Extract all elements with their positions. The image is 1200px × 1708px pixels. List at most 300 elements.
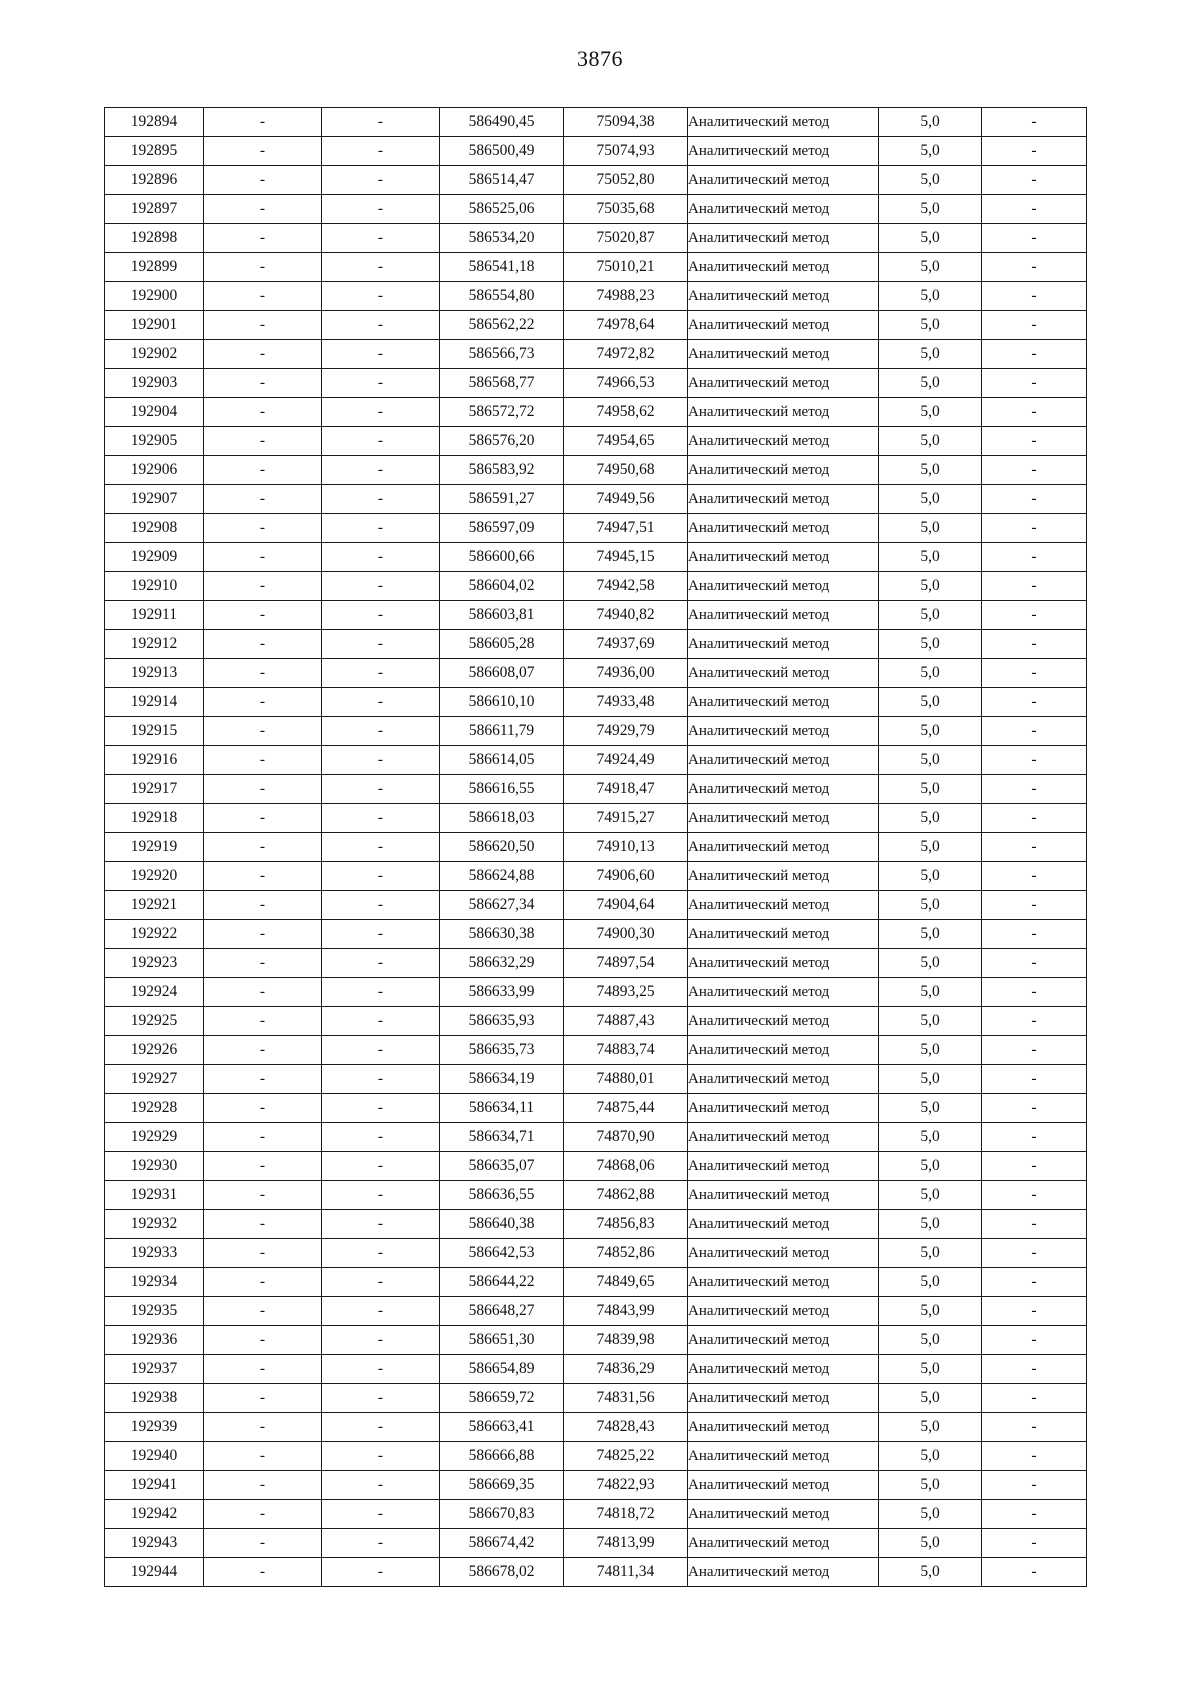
x-coordinate-cell: 586600,66 <box>440 543 564 572</box>
accuracy-cell: 5,0 <box>879 108 982 137</box>
table-row <box>105 1471 1087 1500</box>
empty-cell: - <box>982 1529 1087 1558</box>
point-number-cell: 192901 <box>105 311 204 340</box>
method-cell: Аналитический метод <box>688 920 879 949</box>
y-coordinate-cell: 74937,69 <box>564 630 688 659</box>
point-number-cell: 192942 <box>105 1500 204 1529</box>
empty-cell: - <box>982 1326 1087 1355</box>
point-number-cell: 192929 <box>105 1123 204 1152</box>
empty-cell: - <box>982 253 1087 282</box>
empty-cell: - <box>204 1268 322 1297</box>
x-coordinate-cell: 586620,50 <box>440 833 564 862</box>
x-coordinate-cell: 586605,28 <box>440 630 564 659</box>
accuracy-cell: 5,0 <box>879 1500 982 1529</box>
point-number-cell: 192936 <box>105 1326 204 1355</box>
table-row <box>105 1384 1087 1413</box>
empty-cell: - <box>322 1123 440 1152</box>
empty-cell: - <box>204 1181 322 1210</box>
accuracy-cell: 5,0 <box>879 1007 982 1036</box>
empty-cell: - <box>322 543 440 572</box>
empty-cell: - <box>204 920 322 949</box>
point-number-cell: 192896 <box>105 166 204 195</box>
accuracy-cell: 5,0 <box>879 1123 982 1152</box>
empty-cell: - <box>204 746 322 775</box>
empty-cell: - <box>982 1123 1087 1152</box>
method-cell: Аналитический метод <box>688 1326 879 1355</box>
point-number-cell: 192902 <box>105 340 204 369</box>
x-coordinate-cell: 586608,07 <box>440 659 564 688</box>
table-row <box>105 282 1087 311</box>
empty-cell: - <box>204 775 322 804</box>
table-row <box>105 1152 1087 1181</box>
x-coordinate-cell: 586644,22 <box>440 1268 564 1297</box>
empty-cell: - <box>204 1297 322 1326</box>
empty-cell: - <box>982 949 1087 978</box>
x-coordinate-cell: 586604,02 <box>440 572 564 601</box>
empty-cell: - <box>204 804 322 833</box>
method-cell: Аналитический метод <box>688 1181 879 1210</box>
table-row <box>105 427 1087 456</box>
method-cell: Аналитический метод <box>688 1355 879 1384</box>
empty-cell: - <box>322 1239 440 1268</box>
empty-cell: - <box>204 543 322 572</box>
empty-cell: - <box>204 1500 322 1529</box>
empty-cell: - <box>322 195 440 224</box>
empty-cell: - <box>982 1384 1087 1413</box>
empty-cell: - <box>322 1413 440 1442</box>
point-number-cell: 192933 <box>105 1239 204 1268</box>
point-number-cell: 192931 <box>105 1181 204 1210</box>
method-cell: Аналитический метод <box>688 253 879 282</box>
empty-cell: - <box>322 485 440 514</box>
y-coordinate-cell: 74954,65 <box>564 427 688 456</box>
empty-cell: - <box>322 398 440 427</box>
point-number-cell: 192911 <box>105 601 204 630</box>
empty-cell: - <box>204 659 322 688</box>
table-row <box>105 1442 1087 1471</box>
method-cell: Аналитический метод <box>688 1558 879 1587</box>
empty-cell: - <box>982 282 1087 311</box>
empty-cell: - <box>322 1355 440 1384</box>
x-coordinate-cell: 586630,38 <box>440 920 564 949</box>
accuracy-cell: 5,0 <box>879 340 982 369</box>
x-coordinate-cell: 586634,71 <box>440 1123 564 1152</box>
table-row <box>105 340 1087 369</box>
method-cell: Аналитический метод <box>688 1529 879 1558</box>
x-coordinate-cell: 586562,22 <box>440 311 564 340</box>
empty-cell: - <box>322 1094 440 1123</box>
x-coordinate-cell: 586642,53 <box>440 1239 564 1268</box>
empty-cell: - <box>982 485 1087 514</box>
method-cell: Аналитический метод <box>688 949 879 978</box>
empty-cell: - <box>322 514 440 543</box>
empty-cell: - <box>322 427 440 456</box>
y-coordinate-cell: 74950,68 <box>564 456 688 485</box>
accuracy-cell: 5,0 <box>879 1355 982 1384</box>
empty-cell: - <box>982 398 1087 427</box>
method-cell: Аналитический метод <box>688 543 879 572</box>
accuracy-cell: 5,0 <box>879 746 982 775</box>
table-row <box>105 717 1087 746</box>
table-row <box>105 108 1087 137</box>
point-number-cell: 192908 <box>105 514 204 543</box>
method-cell: Аналитический метод <box>688 891 879 920</box>
y-coordinate-cell: 74852,86 <box>564 1239 688 1268</box>
x-coordinate-cell: 586635,07 <box>440 1152 564 1181</box>
point-number-cell: 192921 <box>105 891 204 920</box>
empty-cell: - <box>322 1007 440 1036</box>
x-coordinate-cell: 586674,42 <box>440 1529 564 1558</box>
empty-cell: - <box>982 572 1087 601</box>
empty-cell: - <box>982 978 1087 1007</box>
y-coordinate-cell: 74887,43 <box>564 1007 688 1036</box>
table-row <box>105 630 1087 659</box>
empty-cell: - <box>204 1355 322 1384</box>
y-coordinate-cell: 74870,90 <box>564 1123 688 1152</box>
accuracy-cell: 5,0 <box>879 862 982 891</box>
y-coordinate-cell: 75094,38 <box>564 108 688 137</box>
method-cell: Аналитический метод <box>688 224 879 253</box>
x-coordinate-cell: 586624,88 <box>440 862 564 891</box>
point-number-cell: 192907 <box>105 485 204 514</box>
accuracy-cell: 5,0 <box>879 166 982 195</box>
point-number-cell: 192904 <box>105 398 204 427</box>
table-row <box>105 891 1087 920</box>
empty-cell: - <box>322 833 440 862</box>
empty-cell: - <box>204 340 322 369</box>
empty-cell: - <box>982 543 1087 572</box>
empty-cell: - <box>982 1500 1087 1529</box>
y-coordinate-cell: 75010,21 <box>564 253 688 282</box>
table-row <box>105 601 1087 630</box>
x-coordinate-cell: 586614,05 <box>440 746 564 775</box>
accuracy-cell: 5,0 <box>879 398 982 427</box>
x-coordinate-cell: 586669,35 <box>440 1471 564 1500</box>
point-number-cell: 192930 <box>105 1152 204 1181</box>
y-coordinate-cell: 74883,74 <box>564 1036 688 1065</box>
y-coordinate-cell: 74862,88 <box>564 1181 688 1210</box>
empty-cell: - <box>204 630 322 659</box>
accuracy-cell: 5,0 <box>879 688 982 717</box>
y-coordinate-cell: 74904,64 <box>564 891 688 920</box>
empty-cell: - <box>322 746 440 775</box>
empty-cell: - <box>204 1239 322 1268</box>
empty-cell: - <box>982 166 1087 195</box>
accuracy-cell: 5,0 <box>879 514 982 543</box>
empty-cell: - <box>982 1413 1087 1442</box>
x-coordinate-cell: 586576,20 <box>440 427 564 456</box>
accuracy-cell: 5,0 <box>879 427 982 456</box>
empty-cell: - <box>982 1558 1087 1587</box>
empty-cell: - <box>982 369 1087 398</box>
empty-cell: - <box>204 108 322 137</box>
x-coordinate-cell: 586654,89 <box>440 1355 564 1384</box>
table-row <box>105 1529 1087 1558</box>
x-coordinate-cell: 586568,77 <box>440 369 564 398</box>
empty-cell: - <box>204 1413 322 1442</box>
empty-cell: - <box>204 1529 322 1558</box>
empty-cell: - <box>204 1152 322 1181</box>
point-number-cell: 192943 <box>105 1529 204 1558</box>
x-coordinate-cell: 586534,20 <box>440 224 564 253</box>
method-cell: Аналитический метод <box>688 862 879 891</box>
empty-cell: - <box>982 137 1087 166</box>
empty-cell: - <box>982 746 1087 775</box>
y-coordinate-cell: 74843,99 <box>564 1297 688 1326</box>
point-number-cell: 192927 <box>105 1065 204 1094</box>
table-row <box>105 1181 1087 1210</box>
accuracy-cell: 5,0 <box>879 1239 982 1268</box>
y-coordinate-cell: 74972,82 <box>564 340 688 369</box>
method-cell: Аналитический метод <box>688 1210 879 1239</box>
table-row <box>105 862 1087 891</box>
y-coordinate-cell: 74988,23 <box>564 282 688 311</box>
empty-cell: - <box>322 1558 440 1587</box>
empty-cell: - <box>322 891 440 920</box>
y-coordinate-cell: 74825,22 <box>564 1442 688 1471</box>
y-coordinate-cell: 74849,65 <box>564 1268 688 1297</box>
method-cell: Аналитический метод <box>688 1007 879 1036</box>
x-coordinate-cell: 586603,81 <box>440 601 564 630</box>
empty-cell: - <box>322 282 440 311</box>
accuracy-cell: 5,0 <box>879 282 982 311</box>
method-cell: Аналитический метод <box>688 311 879 340</box>
x-coordinate-cell: 586634,11 <box>440 1094 564 1123</box>
empty-cell: - <box>322 340 440 369</box>
empty-cell: - <box>204 1094 322 1123</box>
table-row <box>105 746 1087 775</box>
method-cell: Аналитический метод <box>688 1471 879 1500</box>
empty-cell: - <box>322 1152 440 1181</box>
empty-cell: - <box>204 137 322 166</box>
empty-cell: - <box>982 224 1087 253</box>
accuracy-cell: 5,0 <box>879 195 982 224</box>
method-cell: Аналитический метод <box>688 1384 879 1413</box>
accuracy-cell: 5,0 <box>879 369 982 398</box>
method-cell: Аналитический метод <box>688 427 879 456</box>
empty-cell: - <box>982 833 1087 862</box>
x-coordinate-cell: 586627,34 <box>440 891 564 920</box>
table-row <box>105 1123 1087 1152</box>
accuracy-cell: 5,0 <box>879 804 982 833</box>
accuracy-cell: 5,0 <box>879 1384 982 1413</box>
x-coordinate-cell: 586636,55 <box>440 1181 564 1210</box>
point-number-cell: 192915 <box>105 717 204 746</box>
empty-cell: - <box>204 1036 322 1065</box>
x-coordinate-cell: 586663,41 <box>440 1413 564 1442</box>
method-cell: Аналитический метод <box>688 1413 879 1442</box>
y-coordinate-cell: 74915,27 <box>564 804 688 833</box>
method-cell: Аналитический метод <box>688 1065 879 1094</box>
empty-cell: - <box>982 1036 1087 1065</box>
accuracy-cell: 5,0 <box>879 1036 982 1065</box>
table-body <box>105 108 1087 1587</box>
table-row <box>105 1413 1087 1442</box>
y-coordinate-cell: 75052,80 <box>564 166 688 195</box>
x-coordinate-cell: 586554,80 <box>440 282 564 311</box>
point-number-cell: 192917 <box>105 775 204 804</box>
empty-cell: - <box>204 1326 322 1355</box>
y-coordinate-cell: 74936,00 <box>564 659 688 688</box>
table-row <box>105 514 1087 543</box>
point-number-cell: 192935 <box>105 1297 204 1326</box>
point-number-cell: 192912 <box>105 630 204 659</box>
y-coordinate-cell: 74929,79 <box>564 717 688 746</box>
empty-cell: - <box>204 949 322 978</box>
x-coordinate-cell: 586566,73 <box>440 340 564 369</box>
accuracy-cell: 5,0 <box>879 1297 982 1326</box>
x-coordinate-cell: 586583,92 <box>440 456 564 485</box>
table-row <box>105 1007 1087 1036</box>
method-cell: Аналитический метод <box>688 804 879 833</box>
accuracy-cell: 5,0 <box>879 137 982 166</box>
table-row <box>105 166 1087 195</box>
empty-cell: - <box>204 862 322 891</box>
table-row <box>105 1239 1087 1268</box>
method-cell: Аналитический метод <box>688 833 879 862</box>
coordinates-table <box>104 107 1087 1587</box>
y-coordinate-cell: 74836,29 <box>564 1355 688 1384</box>
empty-cell: - <box>204 1471 322 1500</box>
point-number-cell: 192914 <box>105 688 204 717</box>
table-row <box>105 1036 1087 1065</box>
y-coordinate-cell: 74966,53 <box>564 369 688 398</box>
empty-cell: - <box>982 514 1087 543</box>
table-row <box>105 978 1087 1007</box>
empty-cell: - <box>322 311 440 340</box>
y-coordinate-cell: 74831,56 <box>564 1384 688 1413</box>
y-coordinate-cell: 75074,93 <box>564 137 688 166</box>
empty-cell: - <box>204 514 322 543</box>
point-number-cell: 192944 <box>105 1558 204 1587</box>
point-number-cell: 192919 <box>105 833 204 862</box>
x-coordinate-cell: 586634,19 <box>440 1065 564 1094</box>
accuracy-cell: 5,0 <box>879 485 982 514</box>
accuracy-cell: 5,0 <box>879 601 982 630</box>
empty-cell: - <box>322 108 440 137</box>
method-cell: Аналитический метод <box>688 195 879 224</box>
empty-cell: - <box>322 166 440 195</box>
accuracy-cell: 5,0 <box>879 891 982 920</box>
method-cell: Аналитический метод <box>688 485 879 514</box>
x-coordinate-cell: 586597,09 <box>440 514 564 543</box>
empty-cell: - <box>322 949 440 978</box>
empty-cell: - <box>322 137 440 166</box>
point-number-cell: 192910 <box>105 572 204 601</box>
y-coordinate-cell: 74918,47 <box>564 775 688 804</box>
method-cell: Аналитический метод <box>688 514 879 543</box>
x-coordinate-cell: 586666,88 <box>440 1442 564 1471</box>
x-coordinate-cell: 586635,73 <box>440 1036 564 1065</box>
empty-cell: - <box>204 717 322 746</box>
y-coordinate-cell: 74856,83 <box>564 1210 688 1239</box>
point-number-cell: 192923 <box>105 949 204 978</box>
empty-cell: - <box>204 195 322 224</box>
y-coordinate-cell: 74910,13 <box>564 833 688 862</box>
table-row <box>105 398 1087 427</box>
empty-cell: - <box>982 1210 1087 1239</box>
empty-cell: - <box>204 1558 322 1587</box>
method-cell: Аналитический метод <box>688 456 879 485</box>
method-cell: Аналитический метод <box>688 1036 879 1065</box>
table-row <box>105 137 1087 166</box>
table-row <box>105 311 1087 340</box>
method-cell: Аналитический метод <box>688 1152 879 1181</box>
x-coordinate-cell: 586618,03 <box>440 804 564 833</box>
x-coordinate-cell: 586541,18 <box>440 253 564 282</box>
accuracy-cell: 5,0 <box>879 1094 982 1123</box>
empty-cell: - <box>322 1500 440 1529</box>
empty-cell: - <box>982 1065 1087 1094</box>
empty-cell: - <box>322 572 440 601</box>
accuracy-cell: 5,0 <box>879 1326 982 1355</box>
point-number-cell: 192903 <box>105 369 204 398</box>
method-cell: Аналитический метод <box>688 659 879 688</box>
y-coordinate-cell: 74893,25 <box>564 978 688 1007</box>
point-number-cell: 192938 <box>105 1384 204 1413</box>
empty-cell: - <box>204 282 322 311</box>
empty-cell: - <box>982 1355 1087 1384</box>
accuracy-cell: 5,0 <box>879 1558 982 1587</box>
y-coordinate-cell: 74958,62 <box>564 398 688 427</box>
accuracy-cell: 5,0 <box>879 1471 982 1500</box>
empty-cell: - <box>982 630 1087 659</box>
table-row <box>105 1094 1087 1123</box>
point-number-cell: 192932 <box>105 1210 204 1239</box>
empty-cell: - <box>982 920 1087 949</box>
method-cell: Аналитический метод <box>688 746 879 775</box>
y-coordinate-cell: 74813,99 <box>564 1529 688 1558</box>
method-cell: Аналитический метод <box>688 688 879 717</box>
accuracy-cell: 5,0 <box>879 630 982 659</box>
empty-cell: - <box>204 485 322 514</box>
empty-cell: - <box>982 311 1087 340</box>
accuracy-cell: 5,0 <box>879 1181 982 1210</box>
empty-cell: - <box>982 1442 1087 1471</box>
empty-cell: - <box>982 1471 1087 1500</box>
empty-cell: - <box>322 1181 440 1210</box>
accuracy-cell: 5,0 <box>879 456 982 485</box>
y-coordinate-cell: 74900,30 <box>564 920 688 949</box>
empty-cell: - <box>322 1036 440 1065</box>
y-coordinate-cell: 74978,64 <box>564 311 688 340</box>
empty-cell: - <box>322 717 440 746</box>
x-coordinate-cell: 586616,55 <box>440 775 564 804</box>
empty-cell: - <box>322 688 440 717</box>
point-number-cell: 192925 <box>105 1007 204 1036</box>
accuracy-cell: 5,0 <box>879 1268 982 1297</box>
accuracy-cell: 5,0 <box>879 978 982 1007</box>
empty-cell: - <box>982 804 1087 833</box>
empty-cell: - <box>982 717 1087 746</box>
empty-cell: - <box>322 1442 440 1471</box>
table-row <box>105 543 1087 572</box>
empty-cell: - <box>322 1210 440 1239</box>
table-row <box>105 1326 1087 1355</box>
accuracy-cell: 5,0 <box>879 949 982 978</box>
method-cell: Аналитический метод <box>688 1297 879 1326</box>
x-coordinate-cell: 586633,99 <box>440 978 564 1007</box>
x-coordinate-cell: 586632,29 <box>440 949 564 978</box>
accuracy-cell: 5,0 <box>879 311 982 340</box>
empty-cell: - <box>322 978 440 1007</box>
method-cell: Аналитический метод <box>688 572 879 601</box>
x-coordinate-cell: 586659,72 <box>440 1384 564 1413</box>
method-cell: Аналитический метод <box>688 775 879 804</box>
method-cell: Аналитический метод <box>688 1094 879 1123</box>
method-cell: Аналитический метод <box>688 166 879 195</box>
y-coordinate-cell: 74880,01 <box>564 1065 688 1094</box>
